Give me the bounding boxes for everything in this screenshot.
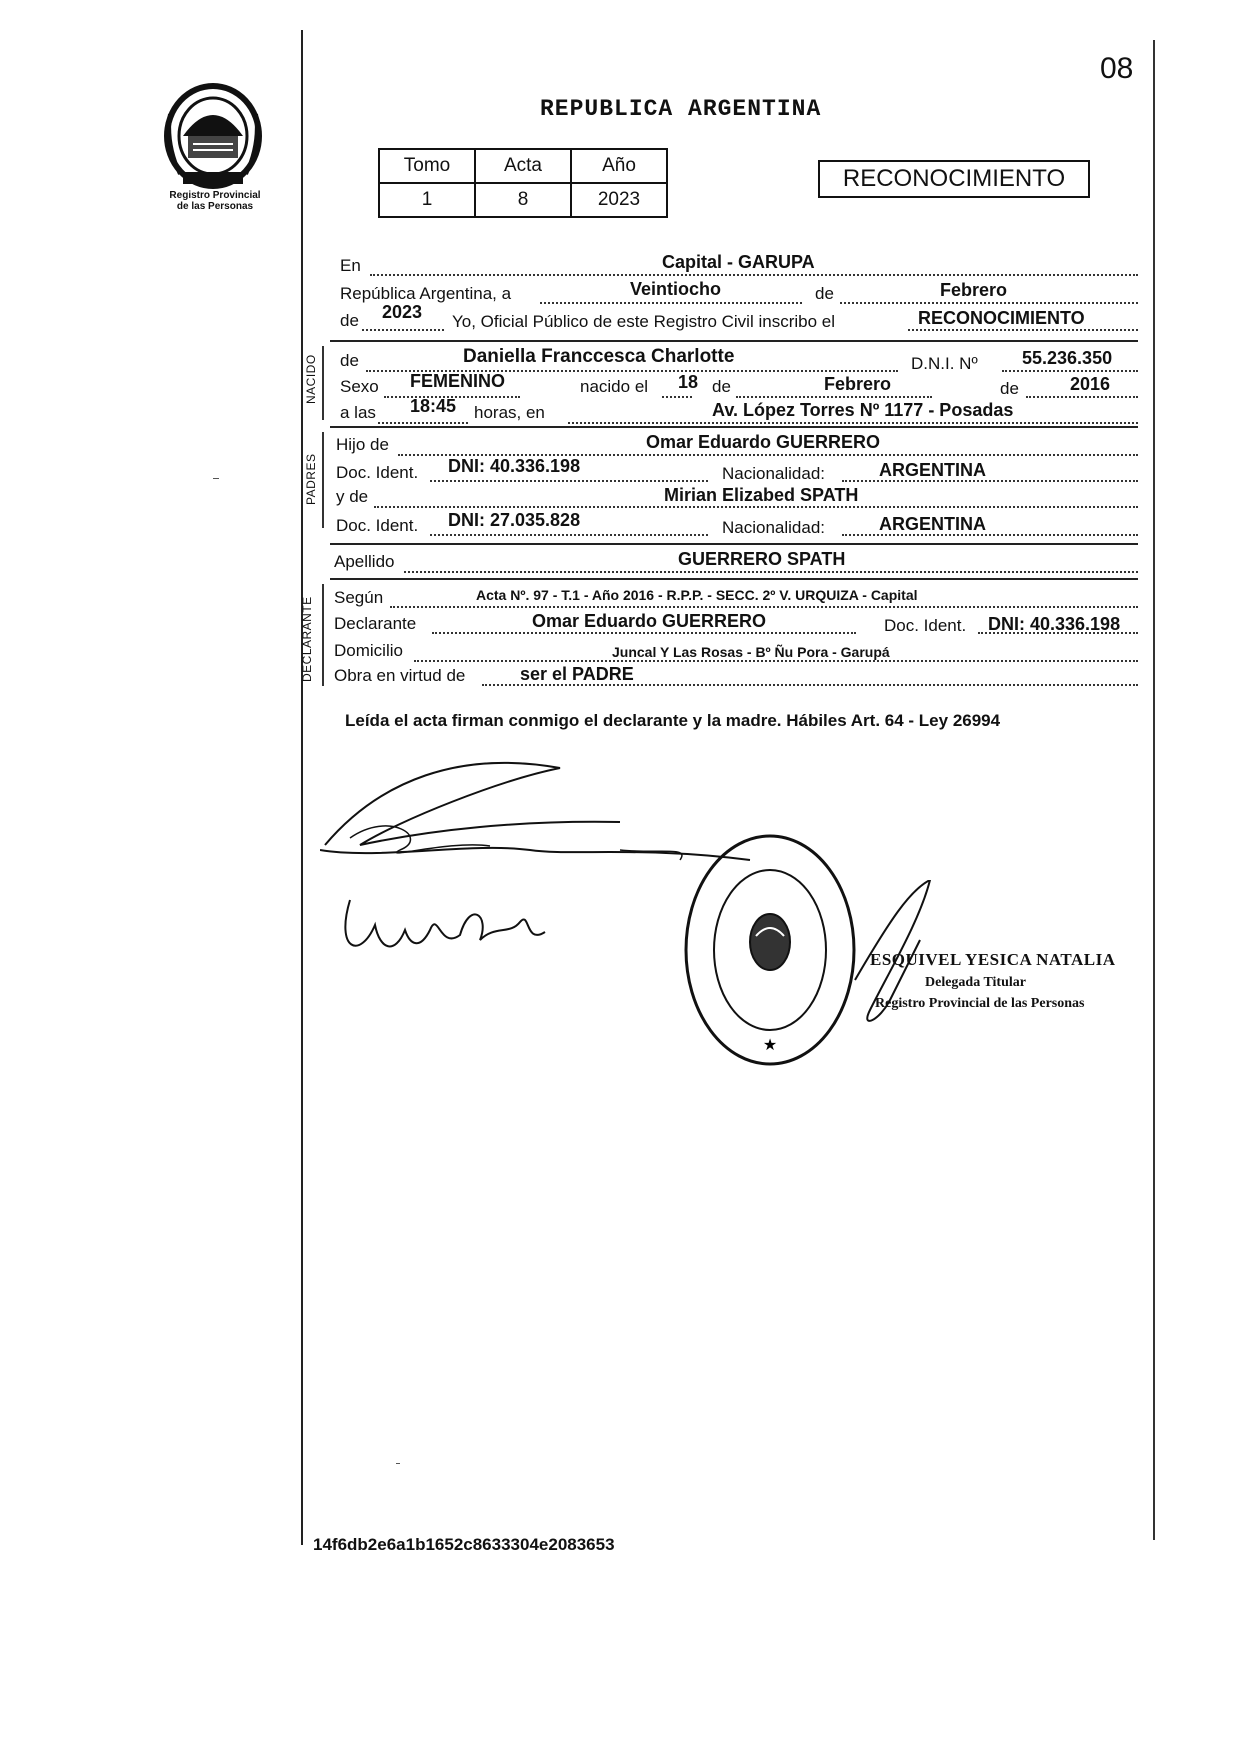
section-divider (330, 578, 1138, 580)
label-official: Yo, Oficial Público de este Registro Civil inscribo el (452, 312, 835, 331)
row-mother (336, 484, 1138, 510)
born-time: 18:45 (410, 396, 457, 416)
label-de-name: de (340, 351, 359, 370)
row-date (340, 279, 1138, 308)
place-value: Capital - GARUPA (662, 252, 815, 272)
page-number: 08 (1100, 52, 1134, 85)
label-obra: Obra en virtud de (334, 666, 466, 685)
surname-value: GUERRERO SPATH (678, 549, 846, 569)
official-seal-stamp (682, 830, 858, 1070)
row-born-time-place (340, 396, 1138, 426)
label-nacionalidad: Nacionalidad: (722, 518, 826, 537)
registry-header-tomo: Tomo (379, 149, 475, 183)
section-divider (330, 543, 1138, 545)
registry-value-anio: 2023 (571, 183, 667, 217)
label-en: En (340, 256, 361, 275)
born-place: Av. López Torres Nº 1177 - Posadas (712, 400, 1014, 420)
dotted-line (432, 632, 856, 634)
dotted-line (430, 534, 708, 536)
row-surname (334, 549, 1138, 575)
born-name: Daniella Franccesca Charlotte (463, 346, 735, 367)
section-bar (322, 432, 324, 528)
label-segun: Según (334, 588, 384, 607)
act-type: RECONOCIMIENTO (918, 308, 1085, 328)
row-domicilio (334, 638, 1138, 664)
segun-value: Acta Nº. 97 - T.1 - Año 2016 - R.P.P. - SECC. 2º V. URQUIZA - Capital (476, 587, 918, 603)
row-place (340, 254, 1138, 280)
label-doc-ident: Doc. Ident. (884, 616, 967, 635)
label-a-las: a las (340, 403, 376, 422)
dotted-line (362, 329, 444, 331)
dotted-line (430, 480, 708, 482)
logo-caption (140, 190, 290, 212)
svg-text:★: ★ (762, 1037, 778, 1054)
section-label-padres: PADRES (304, 453, 318, 505)
row-year-act (340, 302, 1138, 334)
father-doc: DNI: 40.336.198 (448, 456, 581, 476)
row-born-sex-date (340, 371, 1138, 400)
dotted-line (1002, 370, 1138, 372)
label-de-year2: de (1000, 379, 1019, 398)
logo-caption-line: de las Personas (176, 201, 254, 212)
born-dni: 55.236.350 (1022, 348, 1113, 368)
registry-value-tomo: 1 (379, 183, 475, 217)
section-bar (322, 346, 324, 420)
dotted-line (390, 606, 1138, 608)
dotted-line (540, 302, 802, 304)
label-republic: República Argentina, a (340, 284, 512, 303)
registry-header-anio: Año (571, 149, 667, 183)
label-declarante: Declarante (334, 614, 417, 633)
born-year: 2016 (1070, 374, 1111, 394)
registry-value-row (379, 183, 667, 217)
dotted-line (662, 396, 692, 398)
registry-header-row (379, 149, 667, 183)
row-mother-doc (336, 512, 1138, 538)
label-doc-ident: Doc. Ident. (336, 463, 419, 482)
declarante-doc: DNI: 40.336.198 (988, 614, 1121, 634)
section-bar (322, 584, 324, 686)
row-obra (334, 662, 1138, 688)
row-father-doc (336, 458, 1138, 484)
mother-doc: DNI: 27.035.828 (448, 510, 581, 530)
label-apellido: Apellido (334, 552, 395, 571)
dotted-line (568, 422, 1138, 424)
label-y-de: y de (336, 487, 369, 506)
father-nationality: ARGENTINA (879, 460, 986, 480)
label-horas: horas, en (474, 403, 545, 422)
registry-header-acta: Acta (475, 149, 571, 183)
born-sex: FEMENINO (410, 371, 506, 391)
label-hijo-de: Hijo de (336, 435, 389, 454)
registry-table (378, 148, 668, 218)
section-divider (330, 426, 1138, 428)
document-type-box: RECONOCIMIENTO (818, 160, 1090, 198)
logo-caption-line: Registro Provincial (169, 190, 261, 201)
domicilio-value: Juncal Y Las Rosas - Bº Ñu Pora - Garupá (612, 644, 890, 660)
dotted-line (1026, 396, 1138, 398)
dotted-line (370, 274, 1138, 276)
born-month: Febrero (824, 374, 892, 394)
dotted-line (840, 302, 1138, 304)
official-name: ESQUIVEL YESICA NATALIA (870, 950, 1116, 969)
official-role: Delegada Titular (925, 975, 1026, 990)
label-de: de (815, 284, 834, 303)
label-domicilio: Domicilio (334, 641, 403, 660)
mother-nationality: ARGENTINA (879, 514, 986, 534)
obra-value: ser el PADRE (520, 664, 634, 684)
row-father (336, 432, 1138, 458)
official-office: Registro Provincial de las Personas (875, 996, 1085, 1011)
document-hash: 14f6db2e6a1b1652c8633304e2083653 (313, 1535, 615, 1554)
date-day: Veintiocho (630, 279, 722, 299)
dotted-line (404, 571, 1138, 573)
dotted-line (378, 422, 468, 424)
label-doc-ident: Doc. Ident. (336, 516, 419, 535)
label-de-year: de (340, 311, 359, 330)
section-divider (330, 340, 1138, 342)
row-declarante (334, 610, 1138, 636)
section-label-declarante: DECLARANTE (300, 596, 314, 682)
scan-mark (396, 1463, 400, 1464)
registry-value-acta: 8 (475, 183, 571, 217)
dotted-line (374, 506, 1138, 508)
province-coat-of-arms-logo (158, 74, 268, 192)
label-nacionalidad: Nacionalidad: (722, 464, 826, 483)
left-margin-rule (301, 30, 303, 1545)
right-margin-rule (1153, 40, 1155, 1540)
section-label-nacido: NACIDO (304, 354, 318, 404)
label-dni: D.N.I. Nº (911, 354, 978, 373)
declarante-name: Omar Eduardo GUERRERO (532, 611, 767, 631)
label-de-month: de (712, 377, 731, 396)
date-month: Febrero (940, 280, 1008, 300)
born-day: 18 (678, 372, 699, 392)
dotted-line (736, 396, 932, 398)
label-nacido: nacido el (580, 377, 649, 396)
mother-name: Mirian Elizabed SPATH (664, 485, 859, 505)
scan-mark (213, 478, 219, 479)
label-sexo: Sexo (340, 377, 379, 396)
dotted-line (908, 329, 1138, 331)
country-title: REPUBLICA ARGENTINA (540, 96, 822, 122)
signature-note: Leída el acta firman conmigo el declarante y la madre. Hábiles Art. 64 - Ley 26994 (345, 711, 1001, 730)
date-year: 2023 (382, 302, 423, 322)
father-name: Omar Eduardo GUERRERO (646, 432, 881, 452)
row-segun (334, 584, 1138, 610)
